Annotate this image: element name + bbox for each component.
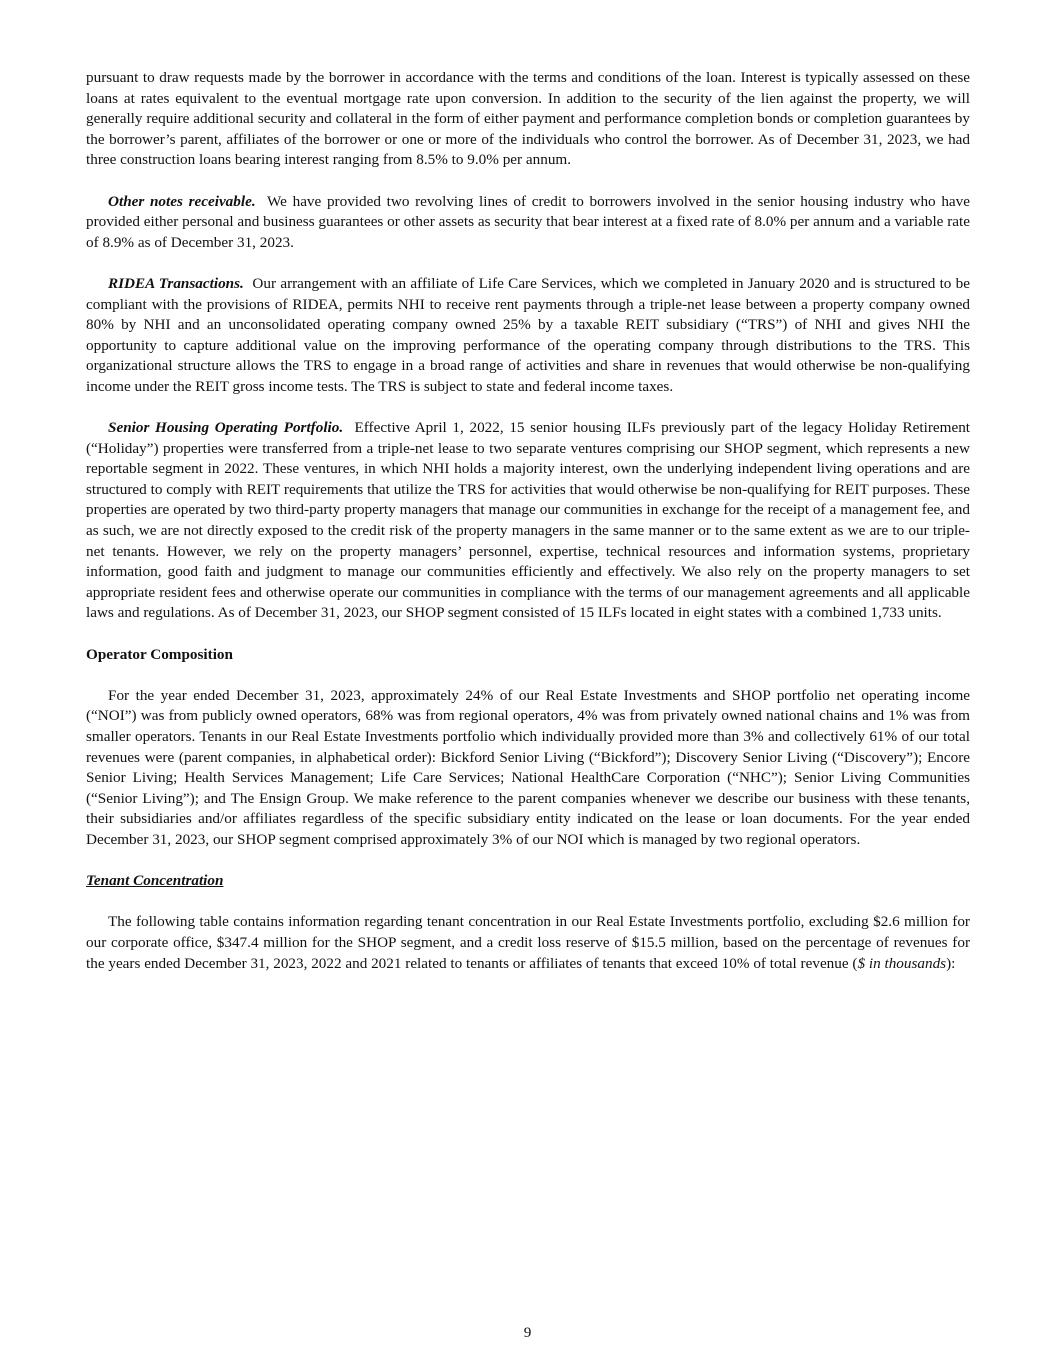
tenant-concentration-units: $ in thousands	[857, 954, 947, 972]
ridea-text: Our arrangement with an affiliate of Life Care Services, which we completed in January 2020 and is structured to be compliant with the provisions of RIDEA, permits NHI to receive rent payments through a triple-net lease between a property company owned 80% by NHI and an unconsolidated operating company owned 25% by a taxable REIT subsidiary (“TRS”) of NHI and gives NHI the opportunity to capture additional value on the improving performance of the operating company through distributions to the TRS. This organizational structure allows the TRS to engage in a broad range of activities and share in revenues that would otherwise be non-qualifying income under the REIT gross income tests. The TRS is subject to state and federal income taxes.	[86, 274, 971, 395]
tenant-concentration-suffix: ):	[946, 954, 956, 972]
other-notes-text: We have provided two revolving lines of credit to borrowers involved in the senior housing industry who have provided either personal and business guarantees or other assets as security that bear interest at a fixed rate of 8.0% per annum and a variable rate of 8.9% as of December 31, 2023.	[86, 192, 971, 251]
tenant-concentration-paragraph	[86, 912, 970, 974]
tenant-concentration-heading: Tenant Concentration	[86, 872, 224, 890]
construction-loans-paragraph	[86, 68, 970, 171]
tenant-concentration-text: The following table contains information regarding tenant concentration in our Real Estate Investments portfolio, excluding $2.6 million for our corporate office, $347.4 million for the SHOP segment, and a credit loss reserve of $15.5 million, based on the percentage of revenues for the years ended December 31, 2023, 2022 and 2021 related to tenants or affiliates of tenants that exceed 10% of total revenue (	[86, 913, 970, 972]
operator-composition-heading: Operator Composition	[86, 645, 233, 663]
shop-text: Effective April 1, 2022, 15 senior housing ILFs previously part of the legacy Holiday Retirement (“Holiday”) properties were transferred from a triple-net lease to two separate ventures comprising our SHOP segment, which represents a new reportable segment in 2022. These ventures, in which NHI holds a majority interest, own the underlying independent living operations and are structured to comply with REIT requirements that utilize the TRS for activities that would otherwise be non-qualifying for REIT purposes. These properties are operated by two third-party property managers that manage our communities in exchange for the receipt of a management fee, and as such, we are not directly exposed to the credit risk of the property managers in the same manner or to the same extent as we are to our triple-net tenants. However, we rely on the property managers’ personnel, expertise, technical resources and information systems, proprietary information, good faith and judgment to manage our communities efficiently and effectively. We also rely on the property managers to set appropriate resident fees and otherwise operate our communities in compliance with the terms of our management agreements and all applicable laws and regulations. As of December 31, 2023, our SHOP segment consisted of 15 ILFs located in eight states with a combined 1,733 units.	[86, 419, 971, 622]
ridea-lead: RIDEA Transactions.	[108, 274, 244, 292]
other-notes-lead: Other notes receivable.	[108, 192, 256, 210]
shop-lead: Senior Housing Operating Portfolio.	[108, 419, 344, 437]
document-body	[86, 68, 970, 974]
other-notes-paragraph	[86, 192, 970, 254]
shop-paragraph	[86, 418, 970, 624]
ridea-paragraph	[86, 274, 970, 398]
construction-loans-text: pursuant to draw requests made by the borrower in accordance with the terms and conditions of the loan. Interest is typically assessed on these loans at rates equivalent to the eventual mortgage rate upon conversion. In addition to the security of the lien against the property, we will generally require additional security and collateral in the form of either payment and performance completion bonds or completion guarantees by the borrower’s parent, affiliates of the borrower or one or more of the individuals who control the borrower. As of December 31, 2023, we had three construction loans bearing interest ranging from 8.5% to 9.0% per annum.	[86, 69, 970, 169]
page-number: 9	[523, 1324, 532, 1341]
operator-composition-text: For the year ended December 31, 2023, approximately 24% of our Real Estate Investments and SHOP portfolio net operating income (“NOI”) was from publicly owned operators, 68% was from regional operators, 4% was from privately owned national chains and 1% was from smaller operators. Tenants in our Real Estate Investments portfolio which individually provided more than 3% and collectively 61% of our total revenues were (parent companies, in alphabetical order): Bickford Senior Living (“Bickford”); Discovery Senior Living (“Discovery”); Encore Senior Living; Health Services Management; Life Care Services; National HealthCare Corporation (“NHC”); Senior Living Communities (“Senior Living”); and The Ensign Group. We make reference to the parent companies whenever we describe our business with these tenants, their subsidiaries and/or affiliates regardless of the specific subsidiary entity indicated on the lease or loan documents. For the year ended December 31, 2023, our SHOP segment comprised approximately 3% of our NOI which is managed by two regional operators.	[86, 686, 970, 848]
operator-composition-paragraph	[86, 686, 970, 851]
